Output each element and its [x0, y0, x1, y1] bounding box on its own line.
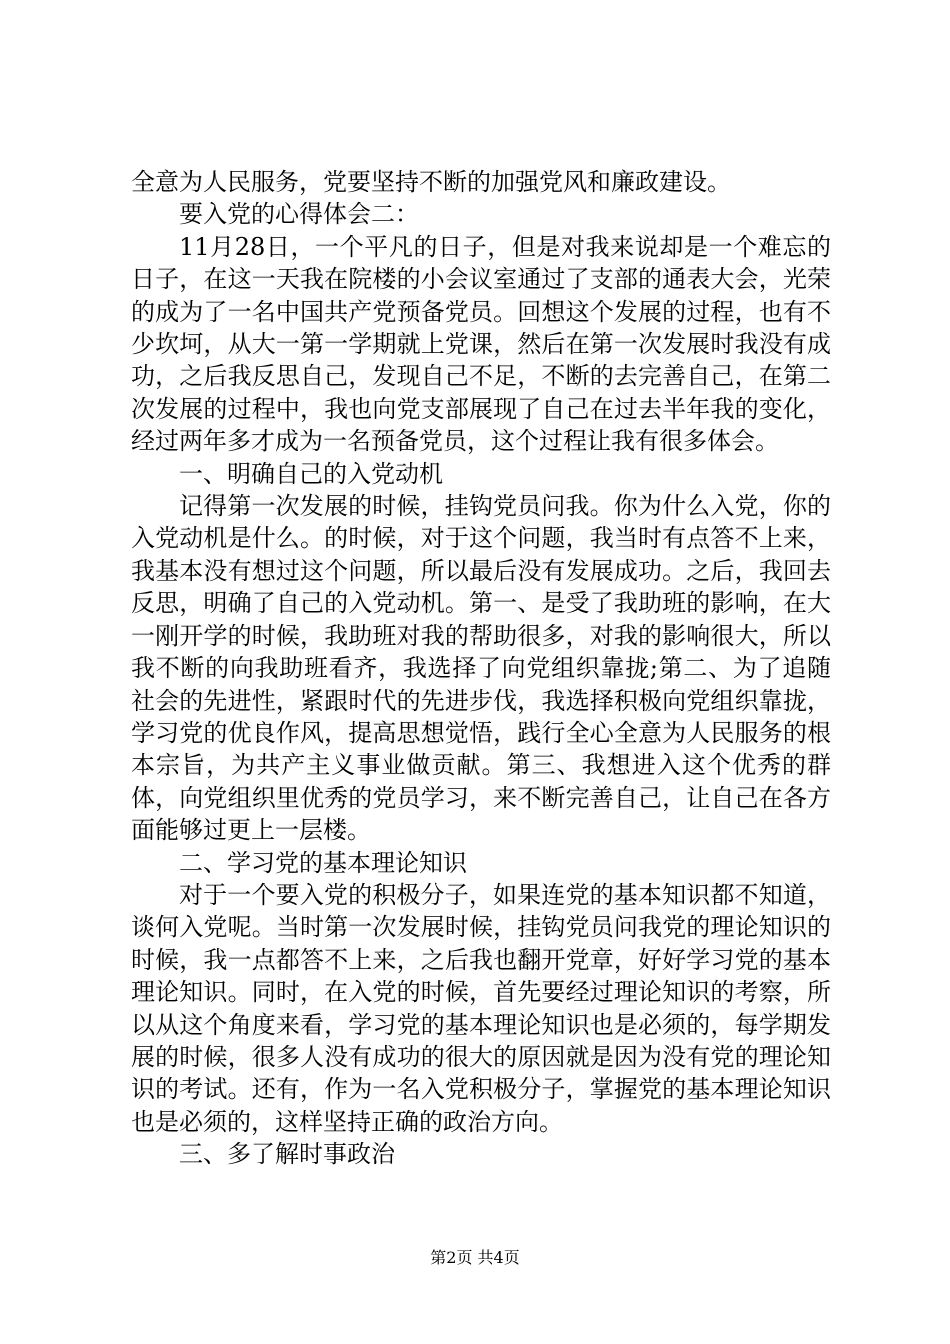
- section-heading-theory: 二、学习党的基本理论知识: [179, 848, 467, 877]
- paragraph-theory: 对于一个要入党的积极分子，如果连党的基本知识都不知道，谈何入党呢。当时第一次发展时候，挂钩党员问我党的理论知识的时候，我一点都答不上来，之后我也翻开党章，好好学习党的基本理论知识。同时，在入党的时候，首先要经过理论知识的考察，所以从这个角度来看，学习党的基本理论知识也是必须的，每学期发展的时候，很多人没有成功的很大的原因就是因为没有党的理论知识的考试。还有，作为一名入党积极分子，掌握党的基本理论知识也是必须的，这样坚持正确的政治方向。: [131, 880, 831, 1136]
- paragraph-continuation: 全意为人民服务，党要坚持不断的加强党风和廉政建设。: [131, 168, 731, 196]
- paragraph-motivation: 记得第一次发展的时候，挂钩党员问我。你为什么入党，你的入党动机是什么。的时候，对于这个问题，我当时有点答不上来，我基本没有想过这个问题，所以最后没有发展成功。之后，我回去反思，明确了自己的入党动机。第一、是受了我助班的影响，在大一刚开学的时候，我助班对我的帮助很多，对我的影响很大，所以我不断的向我助班看齐，我选择了向党组织靠拢;第二、为了追随社会的先进性，紧跟时代的先进步伐，我选择积极向党组织靠拢，学习党的优良作风，提高思想觉悟，践行全心全意为人民服务的根本宗旨，为共产主义事业做贡献。第三、我想进入这个优秀的群体，向党组织里优秀的党员学习，来不断完善自己，让自己在各方面能够过更上一层楼。: [131, 492, 831, 845]
- document-body: [131, 166, 831, 1171]
- paragraph-intro: 11月28日，一个平凡的日子，但是对我来说却是一个难忘的日子，在这一天我在院楼的小会议室通过了支部的通表大会，光荣的成为了一名中国共产党预备党员。回想这个发展的过程，也有不少坎坷，从大一第一学期就上党课，然后在第一次发展时我没有成功，之后我反思自己，发现自己不足，不断的去完善自己，在第二次发展的过程中，我也向党支部展现了自己在过去半年我的变化，经过两年多才成为一名预备党员，这个过程让我有很多体会。: [131, 232, 831, 456]
- section-heading-current-affairs: 三、多了解时事政治: [179, 1140, 395, 1169]
- section-heading-experience-two: 要入党的心得体会二：: [179, 200, 419, 229]
- page-number-footer: 第2页 共4页: [430, 1248, 520, 1267]
- section-heading-motivation: 一、明确自己的入党动机: [179, 459, 443, 488]
